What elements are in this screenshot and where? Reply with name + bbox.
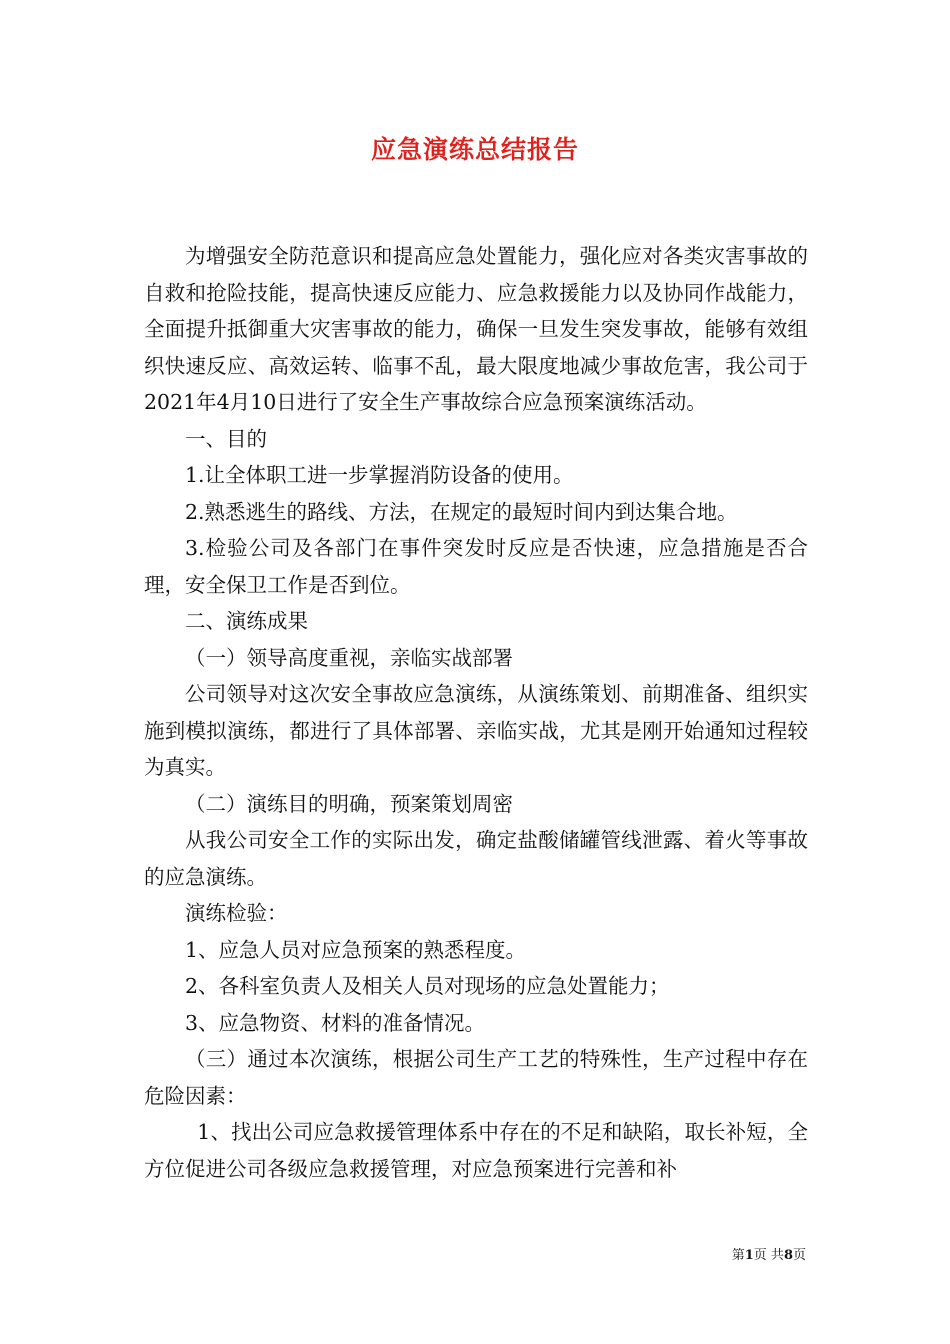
subheading-leadership: （一）领导高度重视，亲临实战部署 xyxy=(185,645,513,670)
purpose-item-3: 3.检验公司及各部门在事件突发时反应是否快速，应急措施是否合理，安全保卫工作是否到位。 xyxy=(144,536,808,597)
paragraph-planning: 从我公司安全工作的实际出发，确定盐酸储罐管线泄露、着火等事故的应急演练。 xyxy=(144,828,808,889)
check-item-3: 3、应急物资、材料的准备情况。 xyxy=(185,1010,486,1035)
footer-prefix: 第 xyxy=(731,1248,745,1263)
paragraph-intro: 为增强安全防范意识和提高应急处置能力，强化应对各类灾害事故的自救和抢险技能，提高快速反应能力、应急救援能力以及协同作战能力，全面提升抵御重大灾害事故的能力，确保一旦发生突发事故，能够有效组织快速反应、高效运转、临事不乱，最大限度地减少事故危害，我公司于2021年4月10日进行了安全生产事故综合应急预案演练活动。 xyxy=(144,244,808,414)
page-number xyxy=(732,1247,806,1265)
footer-suffix: 页 xyxy=(792,1248,806,1263)
hazard-item-1: 1、找出公司应急救援管理体系中存在的不足和缺陷，取长补短，全方位促进公司各级应急救援管理，对应急预案进行完善和补 xyxy=(144,1120,808,1181)
subheading-planning: （二）演练目的明确，预案策划周密 xyxy=(185,791,513,816)
document-body xyxy=(144,238,808,1187)
heading-purpose: 一、目的 xyxy=(185,426,267,451)
paragraph-leadership: 公司领导对这次安全事故应急演练，从演练策划、前期准备、组织实施到模拟演练，都进行了具体部署、亲临实战，尤其是刚开始通知过程较为真实。 xyxy=(144,682,808,779)
heading-drill-check: 演练检验： xyxy=(185,901,288,925)
subheading-hazards: （三）通过本次演练，根据公司生产工艺的特殊性，生产过程中存在危险因素： xyxy=(144,1047,808,1108)
heading-results: 二、演练成果 xyxy=(185,609,308,633)
purpose-item-1: 1.让全体职工进一步掌握消防设备的使用。 xyxy=(185,463,574,487)
check-item-2: 2、各科室负责人及相关人员对现场的应急处置能力； xyxy=(185,974,670,998)
current-page: 1 xyxy=(744,1248,754,1263)
total-pages: 8 xyxy=(783,1248,793,1263)
footer-middle: 页 共 xyxy=(753,1248,784,1263)
purpose-item-2: 2.熟悉逃生的路线、方法，在规定的最短时间内到达集合地。 xyxy=(185,499,738,524)
document-title: 应急演练总结报告 xyxy=(370,135,579,164)
check-item-1: 1、应急人员对应急预案的熟悉程度。 xyxy=(185,937,527,962)
